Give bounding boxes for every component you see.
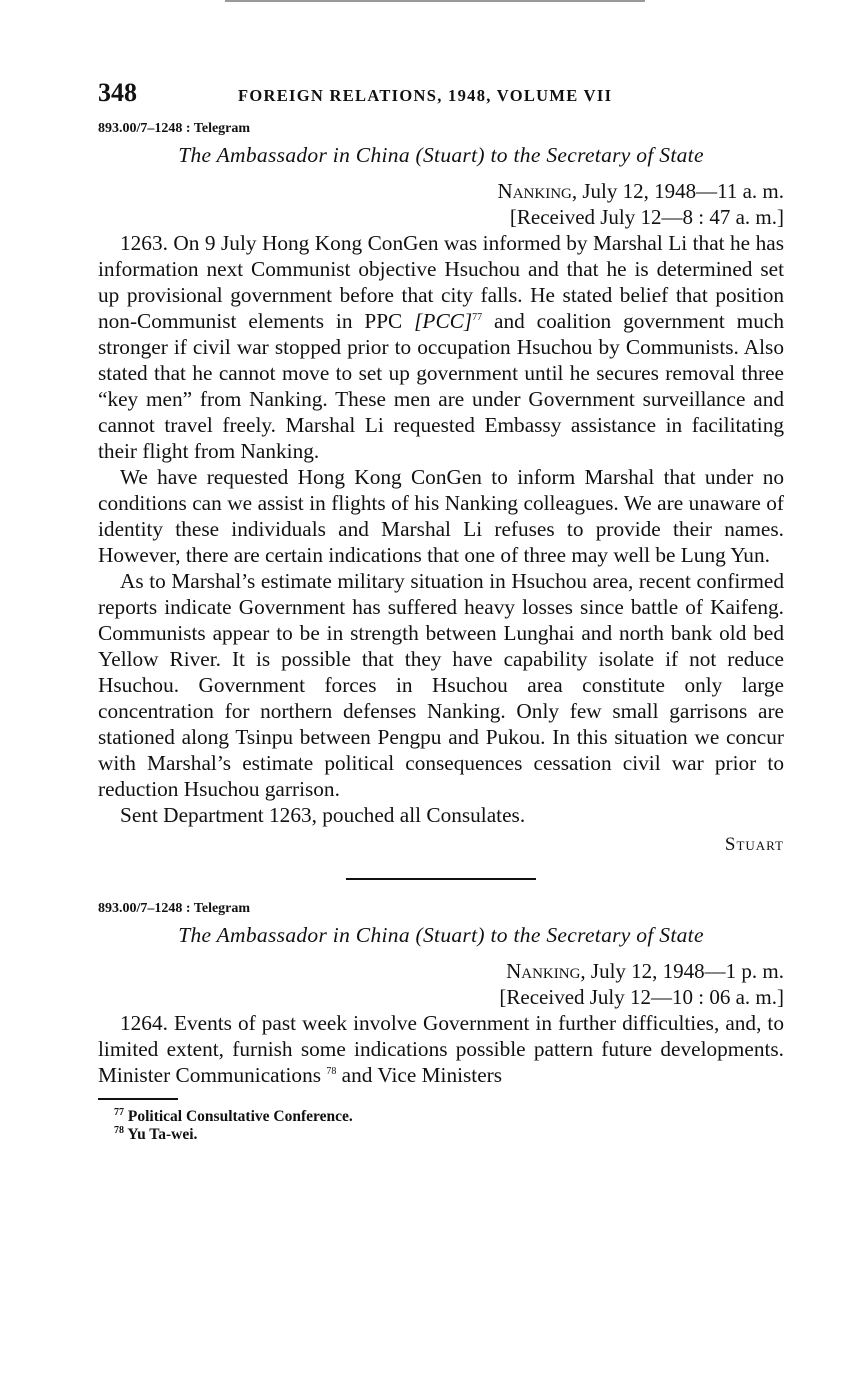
paragraph-text: and coalition government much stronger if civil war stopped prior to occupation Hsuchou by Communists. Also stated that he cannot move to set up government until he secures removal three “key men” from Nanking. These men are under Government surveillance and cannot travel freely. Marshal Li requested Embassy assistance in facilitating their flight from Nanking. — [98, 309, 784, 463]
document-title: The Ambassador in China (Stuart) to the Secretary of State — [178, 143, 704, 167]
dateline — [98, 958, 784, 984]
paragraph: We have requested Hong Kong ConGen to inform Marshal that under no conditions can we assist in flights of his Nanking colleagues. We are unaware of identity these individuals and Marshal Li refuses to provide their names. However, there are certain indications that one of three may well be Lung Yun. — [98, 465, 784, 567]
bracket-correction: [PCC] — [414, 309, 473, 333]
paragraph — [98, 1010, 784, 1088]
telegram-body — [98, 230, 784, 828]
date: July 12, 1948—11 a. m. — [577, 179, 784, 203]
received-line: [Received July 12—10 : 06 a. m.] — [499, 985, 784, 1009]
footnote — [114, 1126, 784, 1144]
received-line: [Received July 12—8 : 47 a. m.] — [509, 205, 784, 229]
footnote-rule — [98, 1098, 178, 1100]
paragraph — [98, 230, 784, 464]
footnote-text: Yu Ta-wei. — [127, 1126, 198, 1143]
section-separator — [346, 878, 536, 880]
footnote-mark: 78 — [114, 1124, 124, 1136]
date: July 12, 1948—1 p. m. — [585, 959, 784, 983]
page — [98, 78, 784, 1144]
dateline — [98, 178, 784, 204]
file-reference: 893.00/7–1248 : Telegram — [98, 901, 251, 916]
document-title: The Ambassador in China (Stuart) to the Secretary of State — [178, 923, 704, 947]
footnote-mark: 77 — [114, 1106, 124, 1118]
signature: Stuart — [724, 834, 784, 855]
footnote-ref: 77 — [472, 311, 483, 323]
file-reference: 893.00/7–1248 : Telegram — [98, 121, 251, 136]
place: Nanking, — [497, 179, 578, 203]
document-2 — [98, 900, 784, 1088]
paragraph: Sent Department 1263, pouched all Consulates. — [120, 803, 526, 827]
footnote — [114, 1108, 784, 1126]
place: Nanking, — [506, 959, 586, 983]
paragraph-text: 1264. Events of past week involve Government in further difficulties, and, to limited extent, furnish some indications possible pattern future developments. Minister Communications — [98, 1011, 784, 1087]
paragraph-text: 1263. On 9 July Hong Kong ConGen was informed by Marshal Li that he has information next Communist objective Hsuchou and that he is determined set up provisional government before that city falls. He stated belief that position non-Communist elements in PPC — [98, 231, 784, 333]
footnote-ref: 78 — [326, 1065, 337, 1077]
footnotes — [98, 1108, 784, 1144]
footnote-text: Political Consultative Conference. — [127, 1108, 353, 1125]
page-number: 348 — [98, 78, 137, 107]
document-1 — [98, 120, 784, 858]
running-title: FOREIGN RELATIONS, 1948, VOLUME VII — [238, 86, 613, 105]
paragraph-text: and Vice Ministers — [336, 1063, 503, 1087]
telegram-body — [98, 1010, 784, 1088]
paragraph: As to Marshal’s estimate military situation in Hsuchou area, recent confirmed reports indicate Government has suffered heavy losses since battle of Kaifeng. Communists appear to be in strength between Lunghai and north bank old bed Yellow River. It is possible that they have capability isolate if not reduce Hsuchou. Government forces in Hsuchou area constitute only large concentration for northern defenses Nanking. Only few small garrisons are stationed along Tsinpu between Pengpu and Pukou. In this situation we concur with Marshal’s estimate political consequences cessation civil war prior to reduction Hsuchou garrison. — [98, 569, 784, 801]
running-head — [98, 78, 784, 114]
top-rule — [225, 0, 645, 2]
